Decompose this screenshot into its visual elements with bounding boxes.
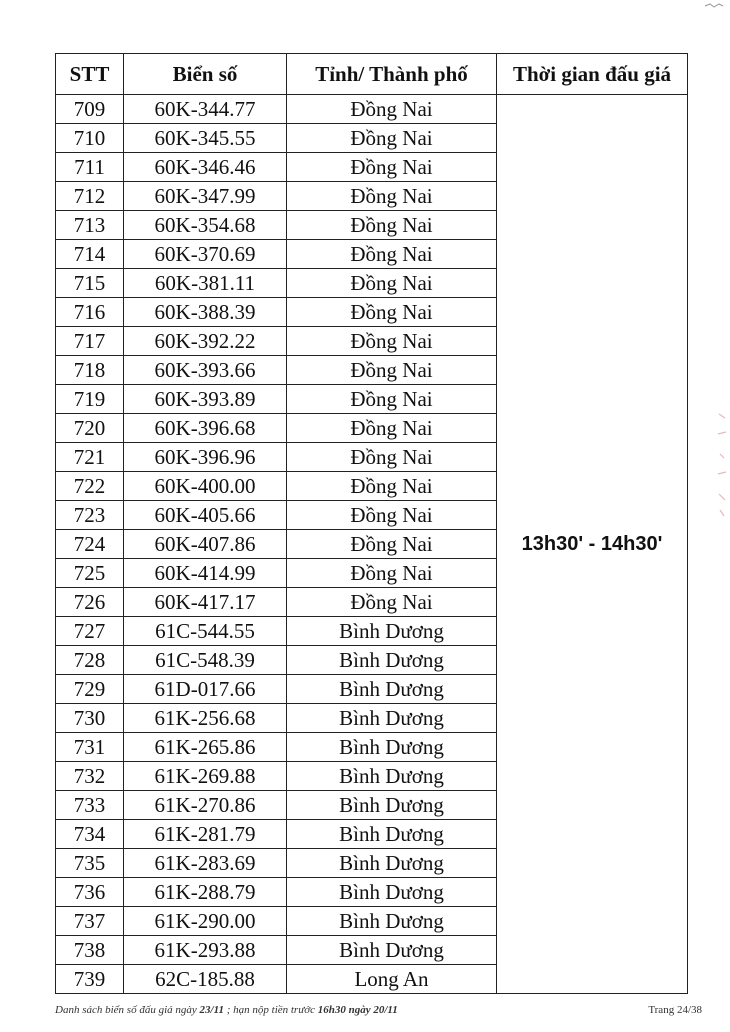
cell-stt: 737 <box>56 907 124 936</box>
cell-province: Đồng Nai <box>287 211 497 240</box>
cell-province: Đồng Nai <box>287 530 497 559</box>
page-footer <box>55 1004 702 1024</box>
cell-stt: 725 <box>56 559 124 588</box>
cell-auction-time: 13h30' - 14h30' <box>497 95 688 994</box>
header-province: Tỉnh/ Thành phố <box>287 54 497 95</box>
cell-stt: 734 <box>56 820 124 849</box>
cell-province: Đồng Nai <box>287 472 497 501</box>
cell-plate-number: 60K-414.99 <box>124 559 287 588</box>
cell-plate-number: 61K-293.88 <box>124 936 287 965</box>
footer-caption-middle: ; hạn nộp tiền trước <box>223 1004 318 1016</box>
cell-plate-number: 61K-290.00 <box>124 907 287 936</box>
page-number: Trang 24/38 <box>648 1004 702 1016</box>
stamp-trace-icon <box>716 410 728 520</box>
cell-plate-number: 60K-345.55 <box>124 124 287 153</box>
cell-province: Đồng Nai <box>287 269 497 298</box>
cell-province: Bình Dương <box>287 762 497 791</box>
cell-province: Đồng Nai <box>287 298 497 327</box>
cell-province: Đồng Nai <box>287 95 497 124</box>
cell-stt: 724 <box>56 530 124 559</box>
cell-plate-number: 60K-393.66 <box>124 356 287 385</box>
cell-stt: 718 <box>56 356 124 385</box>
cell-plate-number: 61C-548.39 <box>124 646 287 675</box>
license-plate-table <box>55 53 688 994</box>
footer-payment-deadline: 16h30 ngày 20/11 <box>317 1004 398 1016</box>
cell-stt: 739 <box>56 965 124 994</box>
cell-stt: 732 <box>56 762 124 791</box>
cell-plate-number: 61D-017.66 <box>124 675 287 704</box>
cell-province: Đồng Nai <box>287 559 497 588</box>
table-row <box>56 95 688 124</box>
cell-stt: 711 <box>56 153 124 182</box>
cell-plate-number: 60K-405.66 <box>124 501 287 530</box>
cell-stt: 716 <box>56 298 124 327</box>
cell-plate-number: 60K-417.17 <box>124 588 287 617</box>
cell-province: Bình Dương <box>287 878 497 907</box>
cell-plate-number: 62C-185.88 <box>124 965 287 994</box>
table-body <box>56 95 688 994</box>
header-auction-time: Thời gian đấu giá <box>497 54 688 95</box>
footer-caption <box>55 1004 398 1016</box>
cell-stt: 738 <box>56 936 124 965</box>
cell-plate-number: 61K-281.79 <box>124 820 287 849</box>
cell-province: Đồng Nai <box>287 501 497 530</box>
cell-plate-number: 60K-393.89 <box>124 385 287 414</box>
cell-province: Đồng Nai <box>287 588 497 617</box>
cell-stt: 709 <box>56 95 124 124</box>
cell-province: Đồng Nai <box>287 443 497 472</box>
cell-province: Bình Dương <box>287 733 497 762</box>
cell-plate-number: 61K-256.68 <box>124 704 287 733</box>
cell-plate-number: 61K-288.79 <box>124 878 287 907</box>
cell-stt: 712 <box>56 182 124 211</box>
corner-mark-icon <box>704 2 724 10</box>
cell-stt: 717 <box>56 327 124 356</box>
cell-stt: 720 <box>56 414 124 443</box>
cell-plate-number: 60K-396.96 <box>124 443 287 472</box>
cell-province: Đồng Nai <box>287 153 497 182</box>
cell-stt: 730 <box>56 704 124 733</box>
cell-province: Đồng Nai <box>287 385 497 414</box>
cell-plate-number: 60K-354.68 <box>124 211 287 240</box>
header-stt: STT <box>56 54 124 95</box>
cell-stt: 727 <box>56 617 124 646</box>
cell-province: Bình Dương <box>287 617 497 646</box>
cell-plate-number: 60K-396.68 <box>124 414 287 443</box>
cell-plate-number: 60K-407.86 <box>124 530 287 559</box>
cell-stt: 713 <box>56 211 124 240</box>
cell-stt: 729 <box>56 675 124 704</box>
cell-province: Long An <box>287 965 497 994</box>
cell-stt: 733 <box>56 791 124 820</box>
cell-plate-number: 60K-400.00 <box>124 472 287 501</box>
cell-province: Đồng Nai <box>287 327 497 356</box>
cell-province: Bình Dương <box>287 820 497 849</box>
cell-province: Bình Dương <box>287 849 497 878</box>
cell-stt: 726 <box>56 588 124 617</box>
cell-province: Bình Dương <box>287 936 497 965</box>
cell-plate-number: 60K-370.69 <box>124 240 287 269</box>
cell-stt: 710 <box>56 124 124 153</box>
cell-plate-number: 60K-388.39 <box>124 298 287 327</box>
footer-caption-prefix: Danh sách biển số đấu giá ngày <box>55 1004 200 1016</box>
cell-province: Bình Dương <box>287 675 497 704</box>
cell-province: Đồng Nai <box>287 414 497 443</box>
cell-stt: 719 <box>56 385 124 414</box>
cell-stt: 731 <box>56 733 124 762</box>
cell-stt: 715 <box>56 269 124 298</box>
cell-province: Đồng Nai <box>287 124 497 153</box>
cell-province: Đồng Nai <box>287 240 497 269</box>
header-plate: Biển số <box>124 54 287 95</box>
cell-plate-number: 60K-392.22 <box>124 327 287 356</box>
cell-plate-number: 60K-344.77 <box>124 95 287 124</box>
cell-stt: 714 <box>56 240 124 269</box>
cell-province: Đồng Nai <box>287 182 497 211</box>
cell-plate-number: 61C-544.55 <box>124 617 287 646</box>
cell-province: Bình Dương <box>287 646 497 675</box>
cell-stt: 735 <box>56 849 124 878</box>
cell-stt: 723 <box>56 501 124 530</box>
cell-stt: 722 <box>56 472 124 501</box>
cell-plate-number: 60K-347.99 <box>124 182 287 211</box>
cell-province: Đồng Nai <box>287 356 497 385</box>
cell-plate-number: 61K-270.86 <box>124 791 287 820</box>
cell-stt: 736 <box>56 878 124 907</box>
footer-auction-date: 23/11 <box>199 1004 224 1016</box>
cell-province: Bình Dương <box>287 704 497 733</box>
cell-plate-number: 60K-381.11 <box>124 269 287 298</box>
cell-plate-number: 61K-265.86 <box>124 733 287 762</box>
cell-plate-number: 61K-269.88 <box>124 762 287 791</box>
table-header-row <box>56 54 688 95</box>
cell-stt: 728 <box>56 646 124 675</box>
cell-province: Bình Dương <box>287 791 497 820</box>
cell-plate-number: 61K-283.69 <box>124 849 287 878</box>
cell-plate-number: 60K-346.46 <box>124 153 287 182</box>
cell-province: Bình Dương <box>287 907 497 936</box>
cell-stt: 721 <box>56 443 124 472</box>
